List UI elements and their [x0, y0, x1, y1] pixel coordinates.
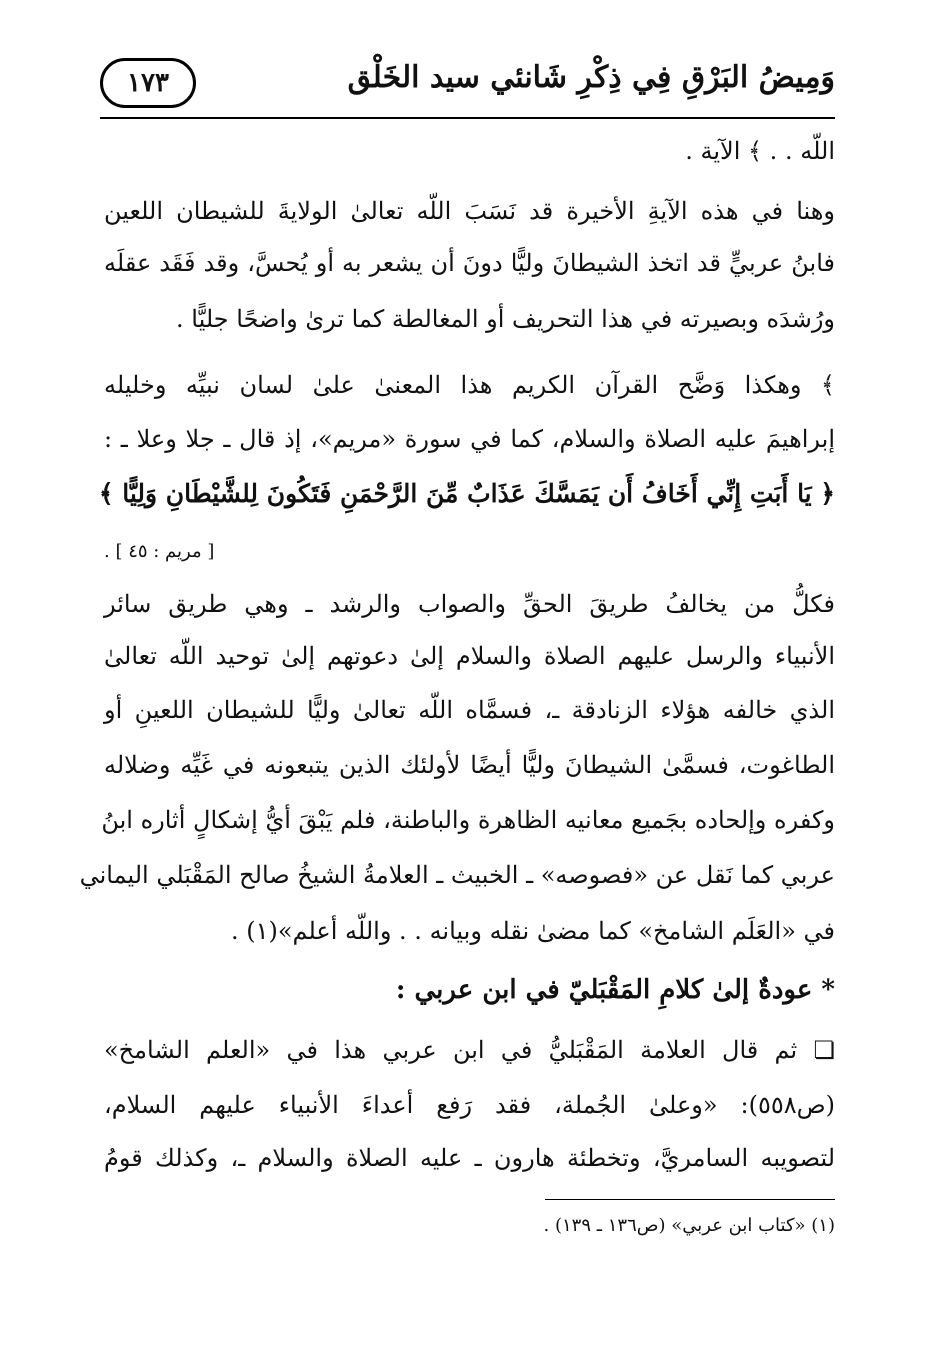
body-line-5: ﴾ وهكذا وَضَّح القرآن الكريم هذا المعنىٰ علىٰ لسان نبيِّه وخليله	[104, 371, 835, 399]
section-heading: * عودةٌ إلىٰ كلامِ المَقْبَليّ في ابن عربي :	[395, 975, 835, 1005]
body-line-18: (ص٥٥٨): «وعلىٰ الجُملة، فقد رَفع أعداءَ الأنبياء عليهم السلام،	[104, 1091, 835, 1119]
body-line-14: عربي كما نَقل عن «فصوصه» ـ الخبيث ـ العلامةُ الشيخُ صالح المَقْبَلي اليماني	[79, 861, 835, 889]
body-line-4: ورُشدَه وبصيرته في هذا التحريف أو المغالطة كما ترىٰ واضحًا جليًّا .	[176, 305, 835, 333]
body-line-10: الأنبياء والرسل عليهم الصلاة والسلام إلىٰ دعوتهم إلىٰ توحيد اللّه تعالىٰ	[104, 642, 835, 670]
body-line-13: وكفره وإلحاده بجَميع معانيه الظاهرة والباطنة، فلم يَبْقَ أيُّ إشكالٍ أثاره ابنُ	[101, 806, 835, 834]
footnote: (١) «كتاب ابن عربي» (ص١٣٦ ـ ١٣٩) .	[543, 1215, 835, 1236]
body-line-6: إبراهيمَ عليه الصلاة والسلام، كما في سورة «مريم»، إذ قال ـ جلا وعلا ـ :	[104, 425, 836, 453]
body-line-9: فكلُّ من يخالفُ طريقَ الحقِّ والصواب والرشد ـ وهي طريق سائر	[104, 590, 835, 618]
body-line-11: الذي خالفه هؤلاء الزنادقة ـ، فسمَّاه اللّه تعالىٰ وليًّا للشيطان اللعينِ أو	[104, 696, 835, 724]
body-line-2: وهنا في هذه الآيةِ الأخيرة قد نَسَبَ اللّه تعالىٰ الولايةَ للشيطان اللعين	[104, 197, 835, 225]
body-line-12: الطاغوت، فسمَّىٰ الشيطانَ وليًّا أيضًا لأولئك الذين يتبعونه في غَيِّه وضلاله	[104, 751, 835, 779]
page-number: ١٧٣	[100, 58, 196, 108]
footnote-divider	[545, 1199, 835, 1200]
body-line-15: في «العَلَم الشامخ» كما مضىٰ نقله وبيانه . . واللّه أعلم»(١) .	[230, 917, 835, 945]
body-line-17: ❏ ثم قال العلامة المَقْبَليُّ في ابن عربي هذا في «العلم الشامخ»	[104, 1036, 835, 1064]
body-line-19: لتصويبه السامريَّ، وتخطئة هارون ـ عليه الصلاة والسلام ـ، وكذلك قومُ	[104, 1144, 835, 1172]
verse-reference: [ مريم : ٤٥ ] .	[104, 541, 215, 562]
body-line-1: اللّه . . ﴾ الآية .	[685, 137, 835, 165]
body-line-3: فابنُ عربيٍّ قد اتخذ الشيطانَ وليًّا دونَ أن يشعر به أو يُحسَّ، وقد فَقَد عقلَه	[104, 249, 835, 277]
page-header	[100, 52, 835, 118]
quran-verse: ﴿ يَا أَبَتِ إِنِّي أَخَافُ أَن يَمَسَّكَ عَذَابٌ مِّنَ الرَّحْمَنِ فَتَكُونَ لِلشَّيْطَانِ وَلِيًّا ﴾	[98, 479, 835, 508]
header-divider	[100, 117, 835, 119]
running-title: وَمِيضُ البَرْقِ فِي ذِكْرِ شَانئي سيد الخَلْق	[347, 60, 835, 95]
